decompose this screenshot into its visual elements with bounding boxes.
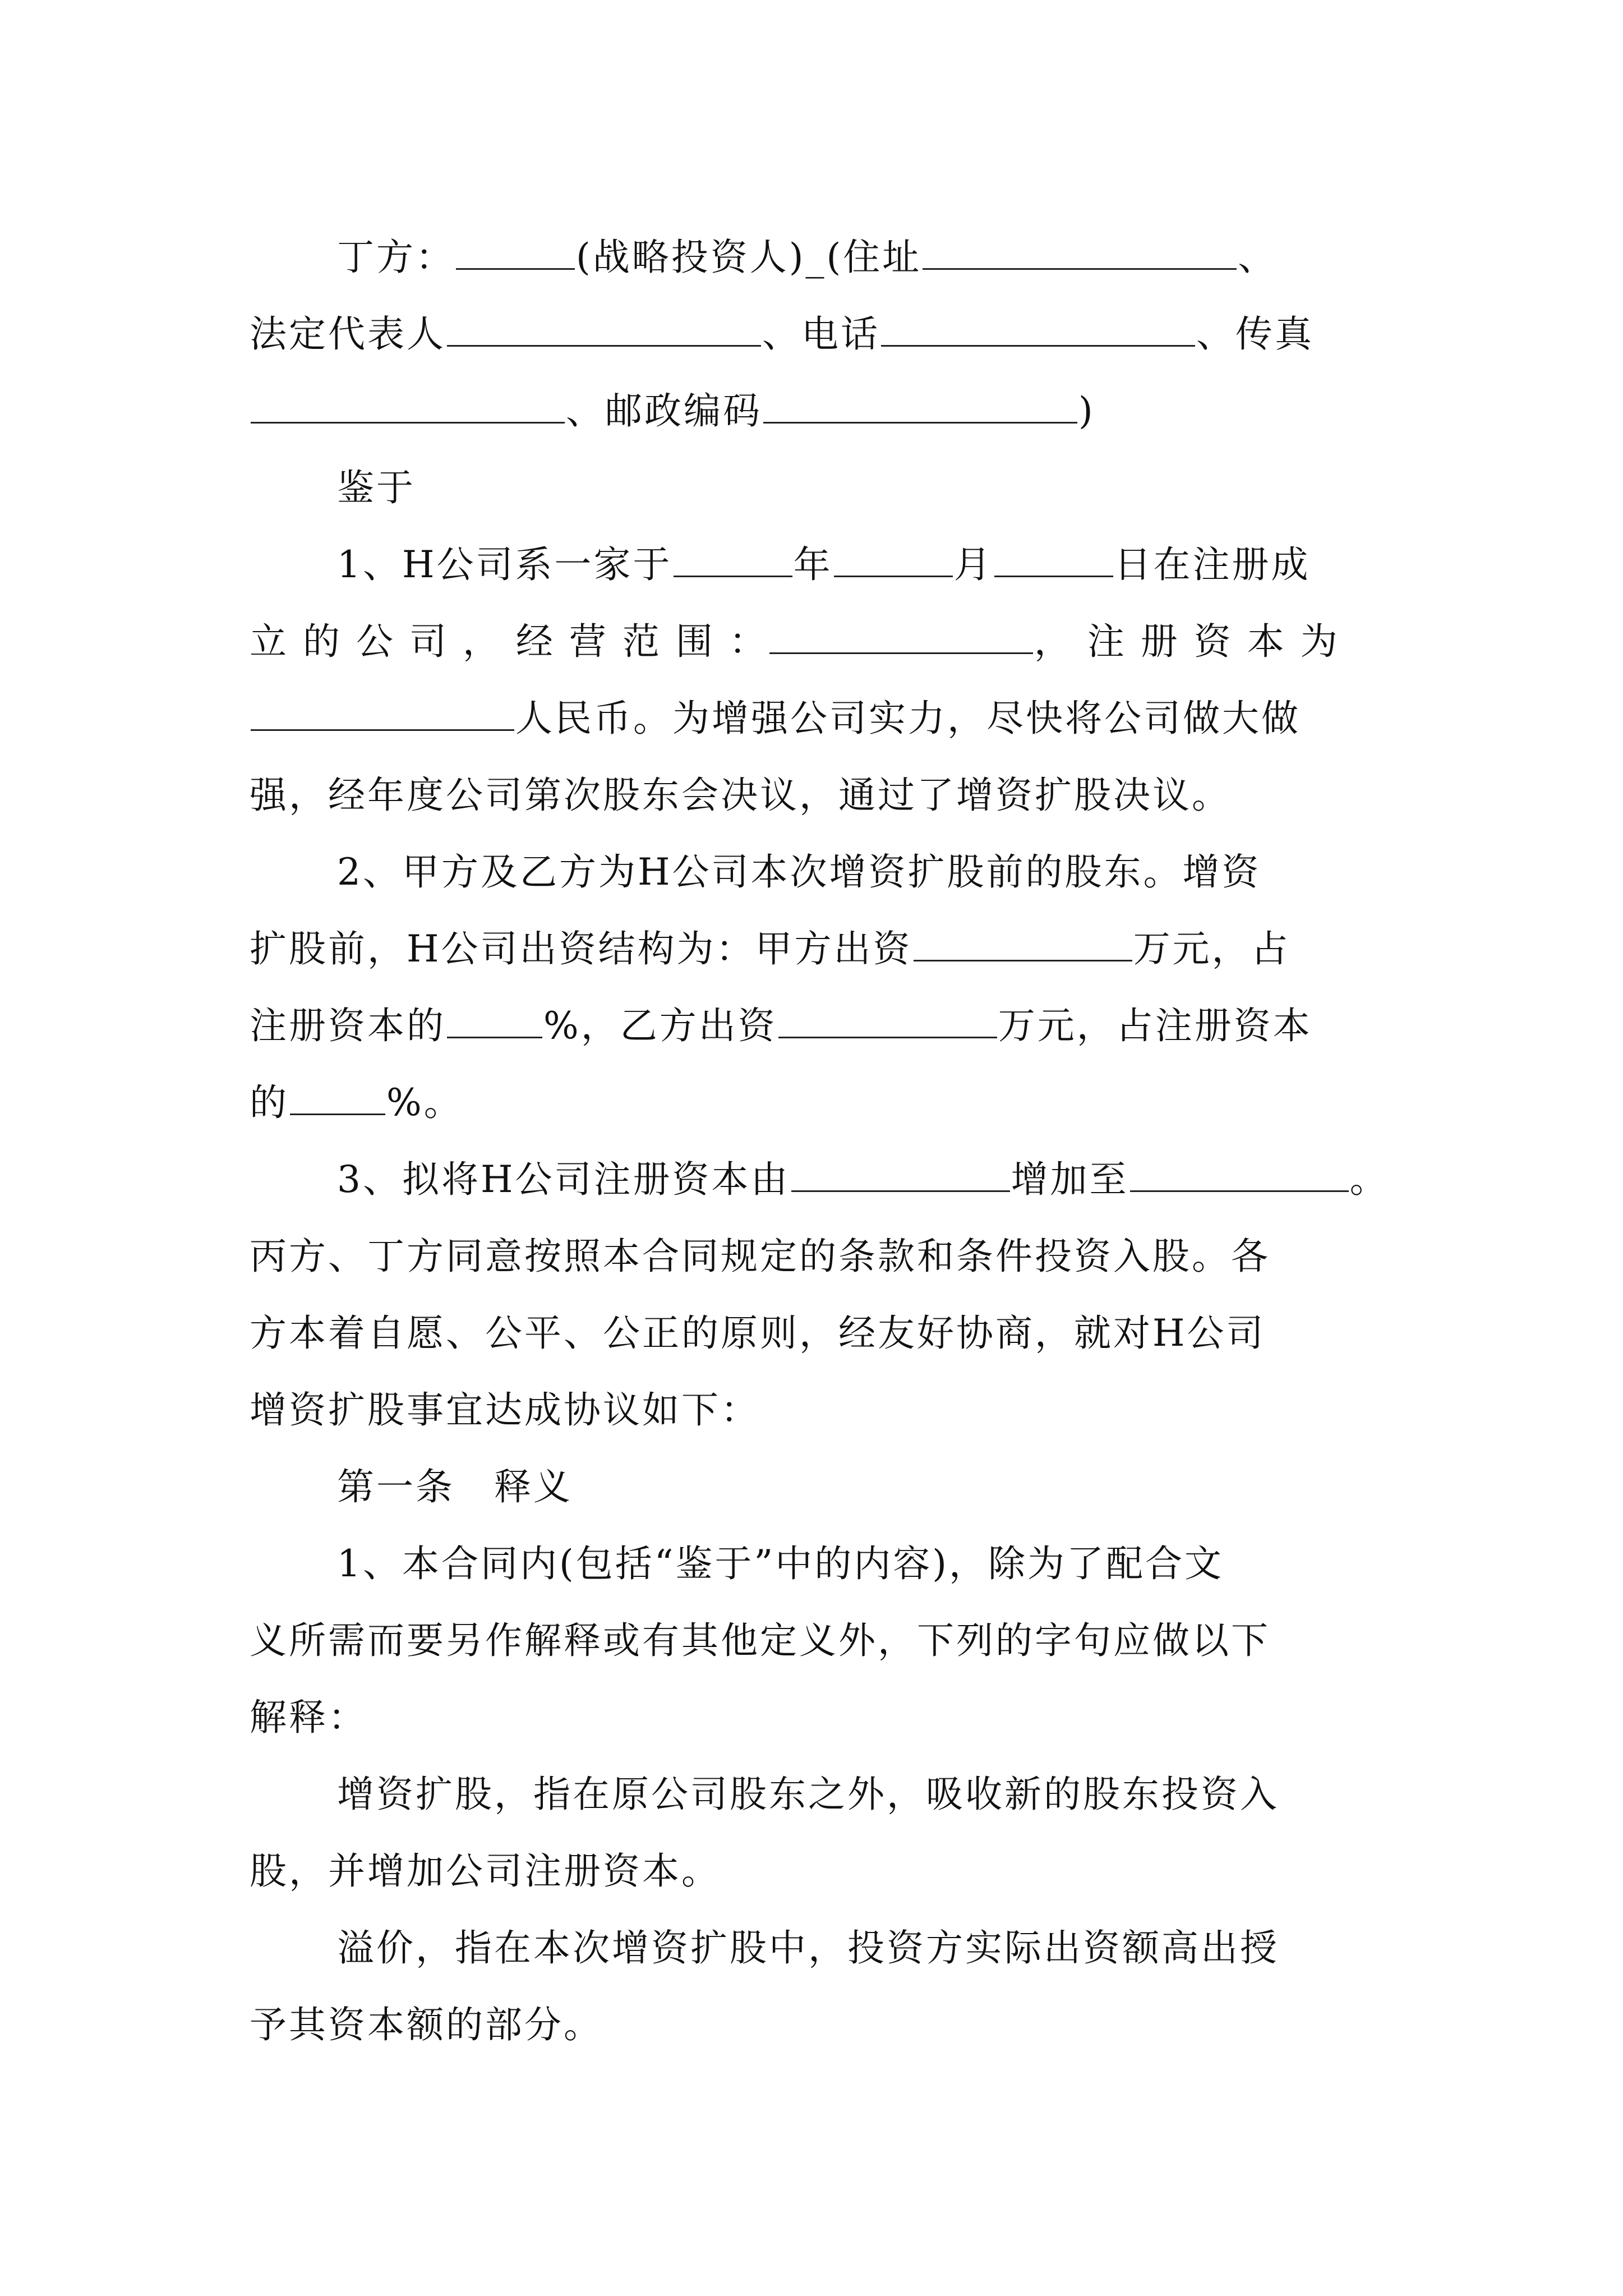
text-segment: 扩股前，H公司出资结构为：甲方出资 xyxy=(250,927,912,970)
capital-share-line xyxy=(250,987,1382,1064)
punctuation: 、 xyxy=(1238,236,1278,279)
party-d-line xyxy=(250,219,1382,296)
text-segment: 3、拟将H公司注册资本由 xyxy=(337,1158,790,1201)
blank-field[interactable] xyxy=(778,1000,997,1038)
fax-label: 、传真 xyxy=(1196,312,1314,356)
postcode-label: 、邮政编码 xyxy=(566,389,762,432)
blank-field[interactable] xyxy=(994,539,1113,577)
text-segment: 注册资本的 xyxy=(250,1004,446,1047)
paragraph-line: 予其资本额的部分。 xyxy=(250,2003,603,2046)
text-segment: 。 xyxy=(1349,1158,1389,1201)
text-segment: 月 xyxy=(953,543,993,586)
paragraph-line: 方本着自愿、公平、公正的原则，经友好协商，就对H公司 xyxy=(250,1312,1266,1355)
text-segment: 增加至 xyxy=(1011,1158,1129,1201)
text-segment: %，乙方出资 xyxy=(543,1004,777,1047)
representative-label: 法定代表人 xyxy=(250,312,446,356)
capital-structure-line xyxy=(250,910,1382,987)
business-scope-line xyxy=(250,603,1382,680)
blank-field[interactable] xyxy=(881,308,1195,347)
text-segment: 立 的 公 司 ， 经 营 范 围 ： xyxy=(250,620,768,663)
text-segment: 年 xyxy=(793,543,833,586)
blank-field[interactable] xyxy=(447,308,761,347)
paragraph-line: 义所需而要另作解释或有其他定义外，下列的字句应做以下 xyxy=(250,1619,1270,1662)
text-segment: 人民币。为增强公司实力，尽快将公司做大做 xyxy=(515,697,1301,740)
paragraph-line: 股，并增加公司注册资本。 xyxy=(250,1849,721,1893)
text-segment: 1、H公司系一家于 xyxy=(337,543,672,586)
text-segment: %。 xyxy=(386,1081,463,1124)
capital-percent-line xyxy=(250,1064,1382,1141)
blank-field[interactable] xyxy=(251,385,565,424)
article-1-heading: 第一条 释义 xyxy=(337,1465,573,1508)
paragraph-line: 1、本合同内(包括“鉴于”中的内容)，除为了配合文 xyxy=(337,1542,1224,1585)
blank-field[interactable] xyxy=(290,1076,385,1115)
document-page xyxy=(250,219,1389,2063)
paragraph-line: 增资扩股事宜达成协议如下： xyxy=(250,1388,760,1432)
registered-capital-line xyxy=(250,680,1382,757)
clause-3-line xyxy=(250,1141,1389,1218)
text-segment: 万元，占注册资本 xyxy=(998,1004,1312,1047)
closing-paren: ) xyxy=(1078,389,1095,432)
postcode-line xyxy=(250,372,1382,449)
text-segment: 日在注册成 xyxy=(1114,543,1311,586)
blank-field[interactable] xyxy=(923,231,1237,270)
clause-2-line: 2、甲方及乙方为H公司本次增资扩股前的股东。增资 xyxy=(337,850,1261,894)
blank-field[interactable] xyxy=(447,1000,542,1038)
blank-field[interactable] xyxy=(1130,1153,1349,1192)
text-segment: 万元，占 xyxy=(1133,927,1290,970)
blank-field[interactable] xyxy=(674,539,792,577)
blank-field[interactable] xyxy=(456,231,575,270)
blank-field[interactable] xyxy=(763,385,1077,424)
paragraph-line: 解释： xyxy=(250,1696,367,1739)
blank-field[interactable] xyxy=(769,615,1033,654)
blank-field[interactable] xyxy=(834,539,953,577)
definition-capital-increase: 增资扩股，指在原公司股东之外，吸收新的股东投资入 xyxy=(337,1773,1279,1816)
representative-line xyxy=(250,296,1382,372)
investor-address-label: (战略投资人)_(住址 xyxy=(576,236,922,279)
phone-label: 、电话 xyxy=(762,312,880,356)
blank-field[interactable] xyxy=(791,1153,1010,1192)
definition-premium: 溢价，指在本次增资扩股中，投资方实际出资额高出授 xyxy=(337,1926,1279,1970)
whereas-heading: 鉴于 xyxy=(337,466,416,509)
paragraph-line: 强，经年度公司第次股东会决议，通过了增资扩股决议。 xyxy=(250,774,1231,817)
text-segment: ， 注 册 资 本 为 xyxy=(1034,620,1340,663)
text-segment: 的 xyxy=(250,1081,289,1124)
blank-field[interactable] xyxy=(914,923,1132,961)
blank-field[interactable] xyxy=(251,692,514,731)
party-d-label: 丁方： xyxy=(337,236,455,279)
clause-1-line xyxy=(250,526,1382,603)
paragraph-line: 丙方、丁方同意按照本合同规定的条款和条件投资入股。各 xyxy=(250,1235,1270,1278)
